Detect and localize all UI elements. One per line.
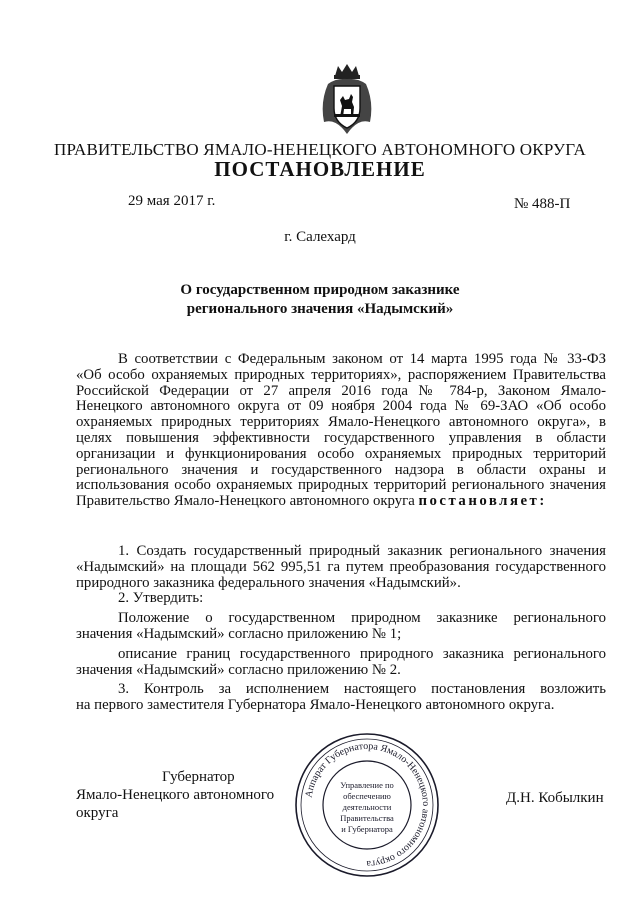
- text-line: «Об особо охраняемых природных территориях», распоряжением Правительства: [76, 366, 606, 383]
- document-number: № 488-П: [514, 196, 571, 212]
- text-line: целях повышения эффективности государственного управления в области: [76, 429, 606, 446]
- document-title: [0, 281, 640, 319]
- document-date: 29 мая 2017 г.: [128, 193, 216, 209]
- item-3-line: 3. Контроль за исполнением настоящего постановления возложить: [118, 681, 606, 698]
- item-1-line: природного заказника федерального значения «Надымский».: [76, 574, 461, 591]
- official-seal-icon: [292, 730, 442, 880]
- document-type: ПОСТАНОВЛЕНИЕ: [214, 157, 426, 181]
- seal-center-line: и Губернатора: [341, 824, 393, 834]
- document-city: г. Салехард: [284, 229, 356, 245]
- text-line: В соответствии с Федеральным законом от 14 марта 1995 года № 33-ФЗ: [118, 351, 606, 367]
- seal-center-line: деятельности: [342, 802, 392, 812]
- resolution-items: [76, 544, 606, 714]
- item-2a-line: значения «Надымский» согласно приложению № 1;: [76, 625, 402, 642]
- item-3-line: на первого заместителя Губернатора Ямало-Ненецкого автономного округа.: [76, 697, 555, 714]
- title-line: О государственном природном заказнике: [180, 282, 460, 298]
- seal-ring-text: Аппарат Губернатора Ямало-Ненецкого автономного округа: [303, 740, 432, 870]
- government-text: Правительство Ямало-Ненецкого автономного округа: [76, 493, 415, 510]
- title-line: регионального значения «Надымский»: [186, 301, 454, 317]
- text-line: Ненецкого автономного округа от 09 ноября 2004 года № 69-ЗАО «Об особо: [76, 398, 606, 415]
- text-line: [76, 494, 606, 510]
- text-line: Российской Федерации от 27 апреля 2016 года № 784-р, Законом Ямало-: [76, 382, 606, 399]
- item-2-line: 2. Утвердить:: [118, 590, 204, 607]
- organization-name: ПРАВИТЕЛЬСТВО ЯМАЛО-НЕНЕЦКОГО АВТОНОМНОГО ОКРУГА: [54, 140, 586, 159]
- item-1-line: 1. Создать государственный природный заказник регионального значения: [118, 543, 606, 559]
- text-line: организации и функционирования особо охраняемых природных территорий: [76, 445, 606, 462]
- text-line: охраняемых природных территориях Ямало-Ненецкого автономного округа», в: [76, 414, 606, 431]
- item-2a-line: Положение о государственном природном заказнике регионального: [118, 610, 606, 627]
- item-1-line: «Надымский» на площади 562 995,51 га путем преобразования государственного: [76, 558, 606, 575]
- preamble-paragraph: [76, 352, 606, 510]
- text-line: регионального значения и государственного надзора в области охраны и: [76, 461, 606, 478]
- position-line: Ямало-Ненецкого автономного округа: [76, 787, 275, 821]
- signatory-position: [76, 768, 316, 822]
- decree-word: постановляет:: [418, 493, 547, 510]
- seal-center-line: Правительства: [340, 813, 394, 823]
- item-2b-line: описание границ государственного природного заказника регионального: [118, 645, 606, 662]
- seal-center-line: Управление по: [340, 780, 394, 790]
- item-2b-line: значения «Надымский» согласно приложению № 2.: [76, 661, 401, 678]
- signatory-name: Д.Н. Кобылкин: [506, 790, 604, 806]
- position-line: Губернатор: [162, 769, 235, 785]
- coat-of-arms-icon: [318, 62, 376, 136]
- seal-center-line: обеспечению: [343, 791, 391, 801]
- text-line: использования особо охраняемых природных территорий регионального значения: [76, 477, 606, 494]
